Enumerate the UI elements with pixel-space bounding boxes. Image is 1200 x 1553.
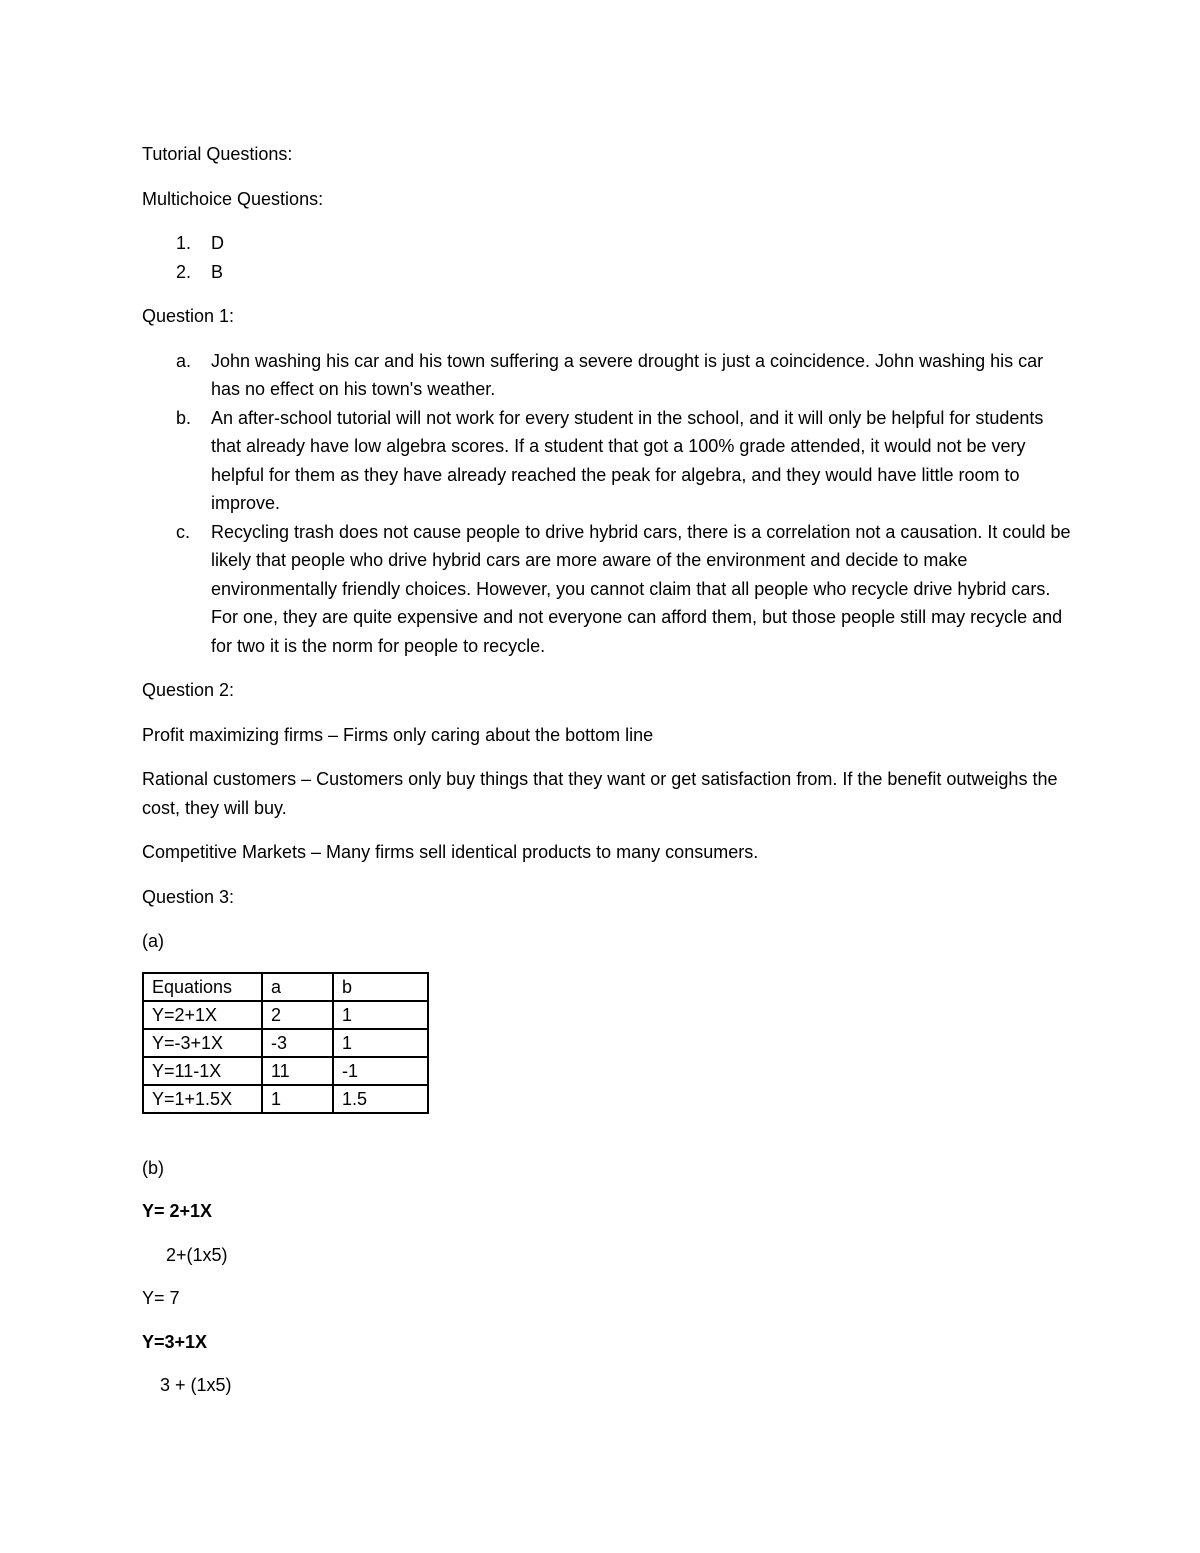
table-cell: 2 <box>262 1001 333 1029</box>
calculation-result: Y= 7 <box>142 1288 180 1308</box>
list-item <box>142 258 1072 287</box>
definition-competitive-markets: Competitive Markets – Many firms sell identical products to many consumers. <box>142 842 759 862</box>
question-2-heading: Question 2: <box>142 680 235 700</box>
table-header-row <box>143 973 428 1001</box>
answer-text: John washing his car and his town suffering a severe drought is just a coincidence. John washing his car has no effect on his town's weather. <box>211 350 1044 399</box>
table-header-cell: a <box>262 973 333 1001</box>
mcq-answer-text: B <box>211 261 224 282</box>
mcq-answer-text: D <box>211 233 224 253</box>
calculation-step: 2+(1x5) <box>166 1244 228 1265</box>
table-row <box>143 1085 428 1113</box>
table-cell: -3 <box>262 1029 333 1057</box>
calculation-step: 3 + (1x5) <box>160 1375 232 1395</box>
list-marker: b. <box>176 407 192 428</box>
table-cell: Y=1+1.5X <box>143 1085 262 1113</box>
table-cell: Y=2+1X <box>143 1001 262 1029</box>
list-item <box>142 229 1072 258</box>
question-1-heading: Question 1: <box>142 306 235 326</box>
table-header-cell: b <box>333 973 428 1001</box>
list-marker: c. <box>176 521 191 542</box>
table-cell: 1 <box>262 1085 333 1113</box>
question-3-heading: Question 3: <box>142 886 235 907</box>
answer-text: Recycling trash does not cause people to drive hybrid cars, there is a correlation not a causation. It could be likely that people who drive hybrid cars are more aware of the environment and decide to make environmentally friendly choices. However, you cannot claim that all people who recycle drive hybrid cars. For one, they are quite expensive and not everyone can afford them, but those people still may recycle and for two it is the norm for people to recycle. <box>211 521 1071 656</box>
part-a-label: (a) <box>142 931 164 951</box>
list-item <box>142 347 1072 404</box>
table-row <box>143 1057 428 1085</box>
document-body <box>142 140 1072 1415</box>
equation-line: Y=3+1X <box>142 1331 208 1352</box>
table-cell: 1 <box>333 1001 428 1029</box>
list-marker: 2. <box>176 261 192 282</box>
question-1-list <box>142 347 1072 661</box>
table-header-cell: Equations <box>143 973 262 1001</box>
list-marker: 1. <box>176 233 192 253</box>
list-item <box>142 404 1072 518</box>
document-title: Tutorial Questions: <box>142 144 293 164</box>
table-cell: Y=11-1X <box>143 1057 262 1085</box>
table-cell: 1.5 <box>333 1085 428 1113</box>
equations-table <box>142 972 429 1114</box>
table-cell: 11 <box>262 1057 333 1085</box>
list-item <box>142 518 1072 661</box>
table-row <box>143 1029 428 1057</box>
table-cell: -1 <box>333 1057 428 1085</box>
table-row <box>143 1001 428 1029</box>
mcq-heading: Multichoice Questions: <box>142 188 324 209</box>
list-marker: a. <box>176 350 192 371</box>
definition-rational-customers: Rational customers – Customers only buy things that they want or get satisfaction from. If the benefit outweighs the cost, they will buy. <box>142 769 1058 818</box>
equation-line: Y= 2+1X <box>142 1201 213 1221</box>
table-cell: Y=-3+1X <box>143 1029 262 1057</box>
mcq-answer-list <box>142 229 1072 286</box>
part-b-label: (b) <box>142 1157 164 1178</box>
table-cell: 1 <box>333 1029 428 1057</box>
answer-text: An after-school tutorial will not work for every student in the school, and it will only be helpful for students that already have low algebra scores. If a student that got a 100% grade attended, it would not be very helpful for them as they have already reached the peak for algebra, and they would have little room to improve. <box>211 407 1044 513</box>
definition-profit-maximizing: Profit maximizing firms – Firms only caring about the bottom line <box>142 724 654 745</box>
part-b-calculations <box>142 1154 1072 1400</box>
